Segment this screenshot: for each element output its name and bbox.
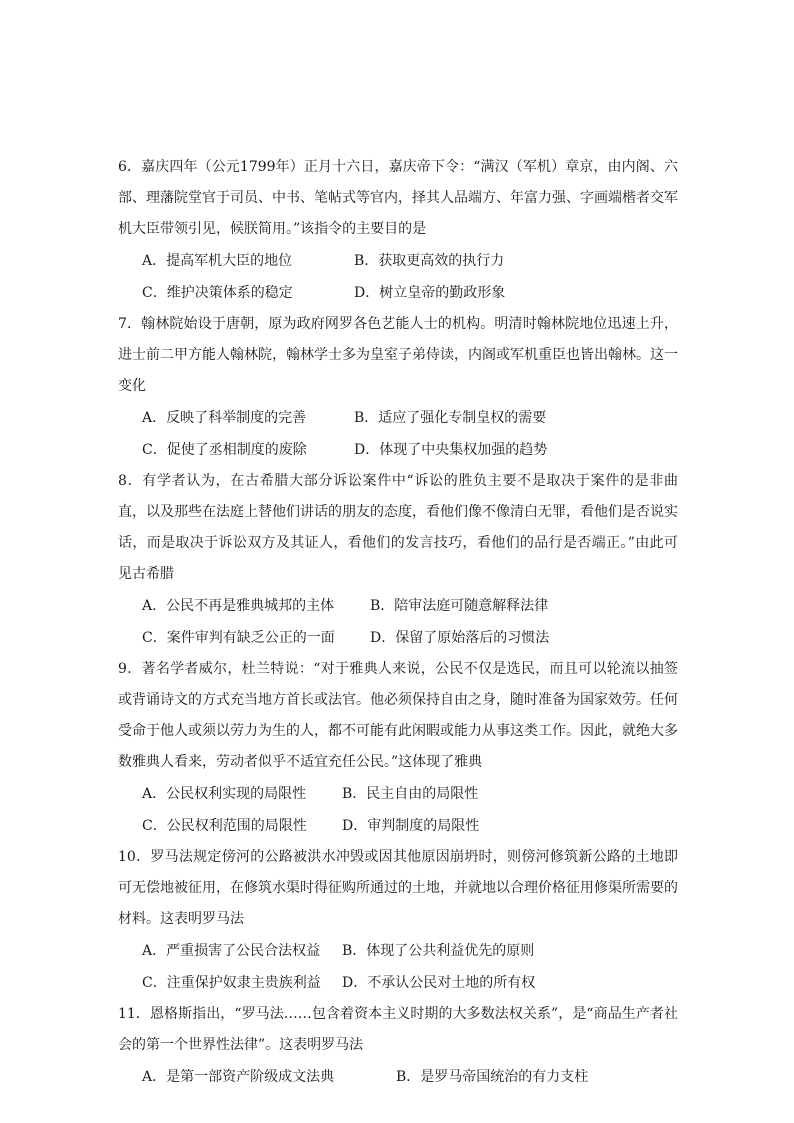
option-list: [118, 1061, 678, 1093]
option-a: A．公民不再是雅典城邦的主体: [142, 598, 335, 614]
question-stem: 7．翰林院始设于唐朝，原为政府网罗各色艺能人士的机构。明清时翰林院地位迅速上升，进士前二甲方能人翰林院，翰林学士多为皇室子弟侍读，内阁或军机重臣也皆出翰林。这一变化: [118, 316, 678, 394]
option-c: C．注重保护奴隶主贵族利益: [142, 975, 321, 991]
question-stem: 11．恩格斯指出，“罗马法……包含着资本主义时期的大多数法权关系”，是“商品生产者社会的第一个世界性法律”。这表明罗马法: [118, 1006, 678, 1053]
question-10: [118, 842, 678, 999]
option-row: [118, 245, 678, 277]
question-7: [118, 309, 678, 466]
option-c: C．促使了丞相制度的废除: [142, 442, 307, 458]
option-row: [118, 967, 678, 999]
question-11: [118, 999, 678, 1093]
option-b: B．适应了强化专制皇权的需要: [354, 410, 547, 426]
option-row: [118, 622, 678, 654]
question-8: [118, 466, 678, 654]
option-c: C．案件审判有缺乏公正的一面: [142, 630, 335, 646]
option-d: D．保留了原始落后的习惯法: [370, 630, 550, 646]
option-list: [118, 590, 678, 654]
option-d: D．体现了中央集权加强的趋势: [354, 442, 548, 458]
option-b: B．民主自由的局限性: [342, 786, 479, 802]
option-d: D．树立皇帝的勤政形象: [354, 285, 506, 301]
option-a: A．反映了科举制度的完善: [142, 410, 307, 426]
option-list: [118, 935, 678, 999]
option-a: A．是第一部资产阶级成文法典: [142, 1069, 335, 1085]
option-a: A．提高军机大臣的地位: [142, 253, 293, 269]
question-stem: 8．有学者认为，在古希腊大部分诉讼案件中“诉讼的胜负主要不是取决于案件的是非曲直，以及那些在法庭上替他们讲话的朋友的态度，看他们像不像清白无罪，看他们是否说实话，而是取决于诉讼双方及其证人，看他们的发言技巧，看他们的品行是否端正。”由此可见古希腊: [118, 473, 678, 582]
option-b: B．陪审法庭可随意解释法律: [370, 598, 549, 614]
option-d: D．审判制度的局限性: [342, 818, 480, 834]
option-row: [118, 590, 678, 622]
option-a: A．严重损害了公民合法权益: [142, 943, 321, 959]
option-list: [118, 245, 678, 309]
option-row: [118, 402, 678, 434]
question-stem: 6．嘉庆四年（公元1799年）正月十六日，嘉庆帝下令：“满汉（军机）章京，由内阁、六部、理藩院堂官于司员、中书、笔帖式等官内，择其人品端方、年富力强、字画端楷者交军机大臣带领引见，候朕简用。”该指令的主要目的是: [118, 159, 678, 237]
option-d: D．不承认公民对土地的所有权: [342, 975, 536, 991]
question-stem: 9．著名学者威尔，杜兰特说：“对于雅典人来说，公民不仅是选民，而且可以轮流以抽签或背诵诗文的方式充当地方首长或法官。他必须保持自由之身，随时准备为国家效劳。任何受命于他人或须以劳力为生的人，都不可能有此闲暇或能力从事这类工作。因此，就绝大多数雅典人看来，劳动者似乎不适宜充任公民。”这体现了雅典: [118, 661, 678, 770]
option-b: B．体现了公共利益优先的原则: [342, 943, 535, 959]
option-list: [118, 778, 678, 842]
option-row: [118, 277, 678, 309]
option-row: [118, 434, 678, 466]
option-c: C．维护决策体系的稳定: [142, 285, 293, 301]
option-c: C．公民权利范围的局限性: [142, 818, 307, 834]
option-list: [118, 402, 678, 466]
question-6: [118, 152, 678, 309]
question-stem: 10．罗马法规定傍河的公路被洪水冲毁或因其他原因崩坍时，则傍河修筑新公路的土地即可无偿地被征用，在修筑水渠时得征购所通过的土地，并就地以合理价格征用修渠所需要的材料。这表明罗马法: [118, 849, 678, 927]
option-b: B．是罗马帝国统治的有力支柱: [396, 1069, 589, 1085]
exam-page: [118, 152, 678, 1093]
option-row: [118, 778, 678, 810]
option-b: B．获取更高效的执行力: [354, 253, 505, 269]
option-row: [118, 1061, 678, 1093]
option-row: [118, 935, 678, 967]
question-9: [118, 654, 678, 842]
option-a: A．公民权利实现的局限性: [142, 786, 307, 802]
option-row: [118, 810, 678, 842]
